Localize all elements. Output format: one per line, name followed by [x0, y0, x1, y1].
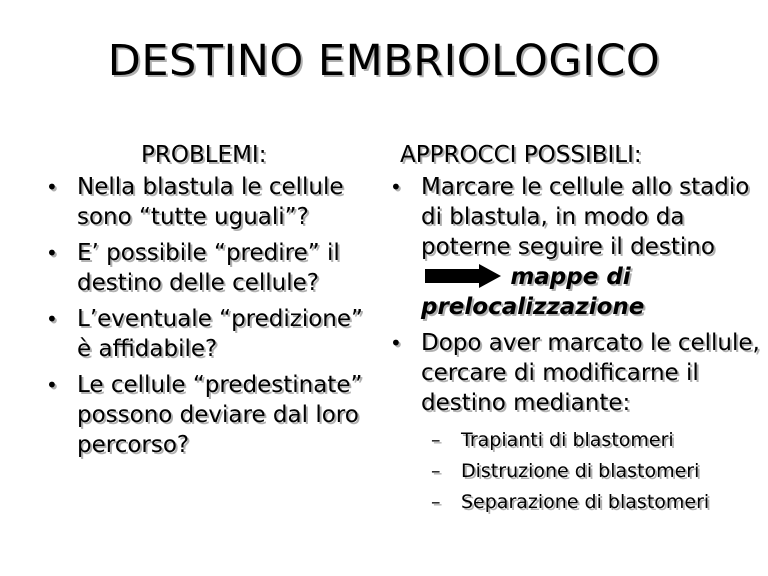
- problem-item: • L’eventuale “predizione” è affidabile?: [46, 304, 376, 364]
- method-item: – Separazione di blastomeri: [421, 490, 760, 514]
- problem-item: • Le cellule “predestinate” possono deviare dal loro percorso?: [46, 370, 376, 460]
- right-arrow-icon: [425, 265, 503, 287]
- slide-title: DESTINO EMBRIOLOGICO: [107, 36, 661, 86]
- problem-item: • Nella blastula le cellule sono “tutte uguali”?: [46, 172, 376, 232]
- approaches-list: [390, 172, 760, 514]
- approach-emphasis: mappe di prelocalizzazione: [421, 264, 645, 320]
- problem-item: • E’ possibile “predire” il destino delle cellule?: [46, 238, 376, 298]
- method-item: – Distruzione di blastomeri: [421, 459, 760, 483]
- method-item: – Trapianti di blastomeri: [421, 428, 760, 452]
- approaches-column: [390, 140, 760, 521]
- problems-list: [46, 172, 376, 460]
- approach-item: [390, 172, 760, 322]
- problems-column: [46, 140, 376, 466]
- approaches-heading: APPROCCI POSSIBILI:: [400, 142, 642, 168]
- approach-text: Marcare le cellule allo stadio di blastula, in modo da poterne seguire il destino: [421, 174, 750, 260]
- methods-sublist: [421, 428, 760, 514]
- problems-heading: PROBLEMI:: [141, 142, 267, 168]
- approach-item: [390, 328, 760, 514]
- approach-text: Dopo aver marcato le cellule, cercare di modificarne il destino mediante:: [421, 330, 760, 416]
